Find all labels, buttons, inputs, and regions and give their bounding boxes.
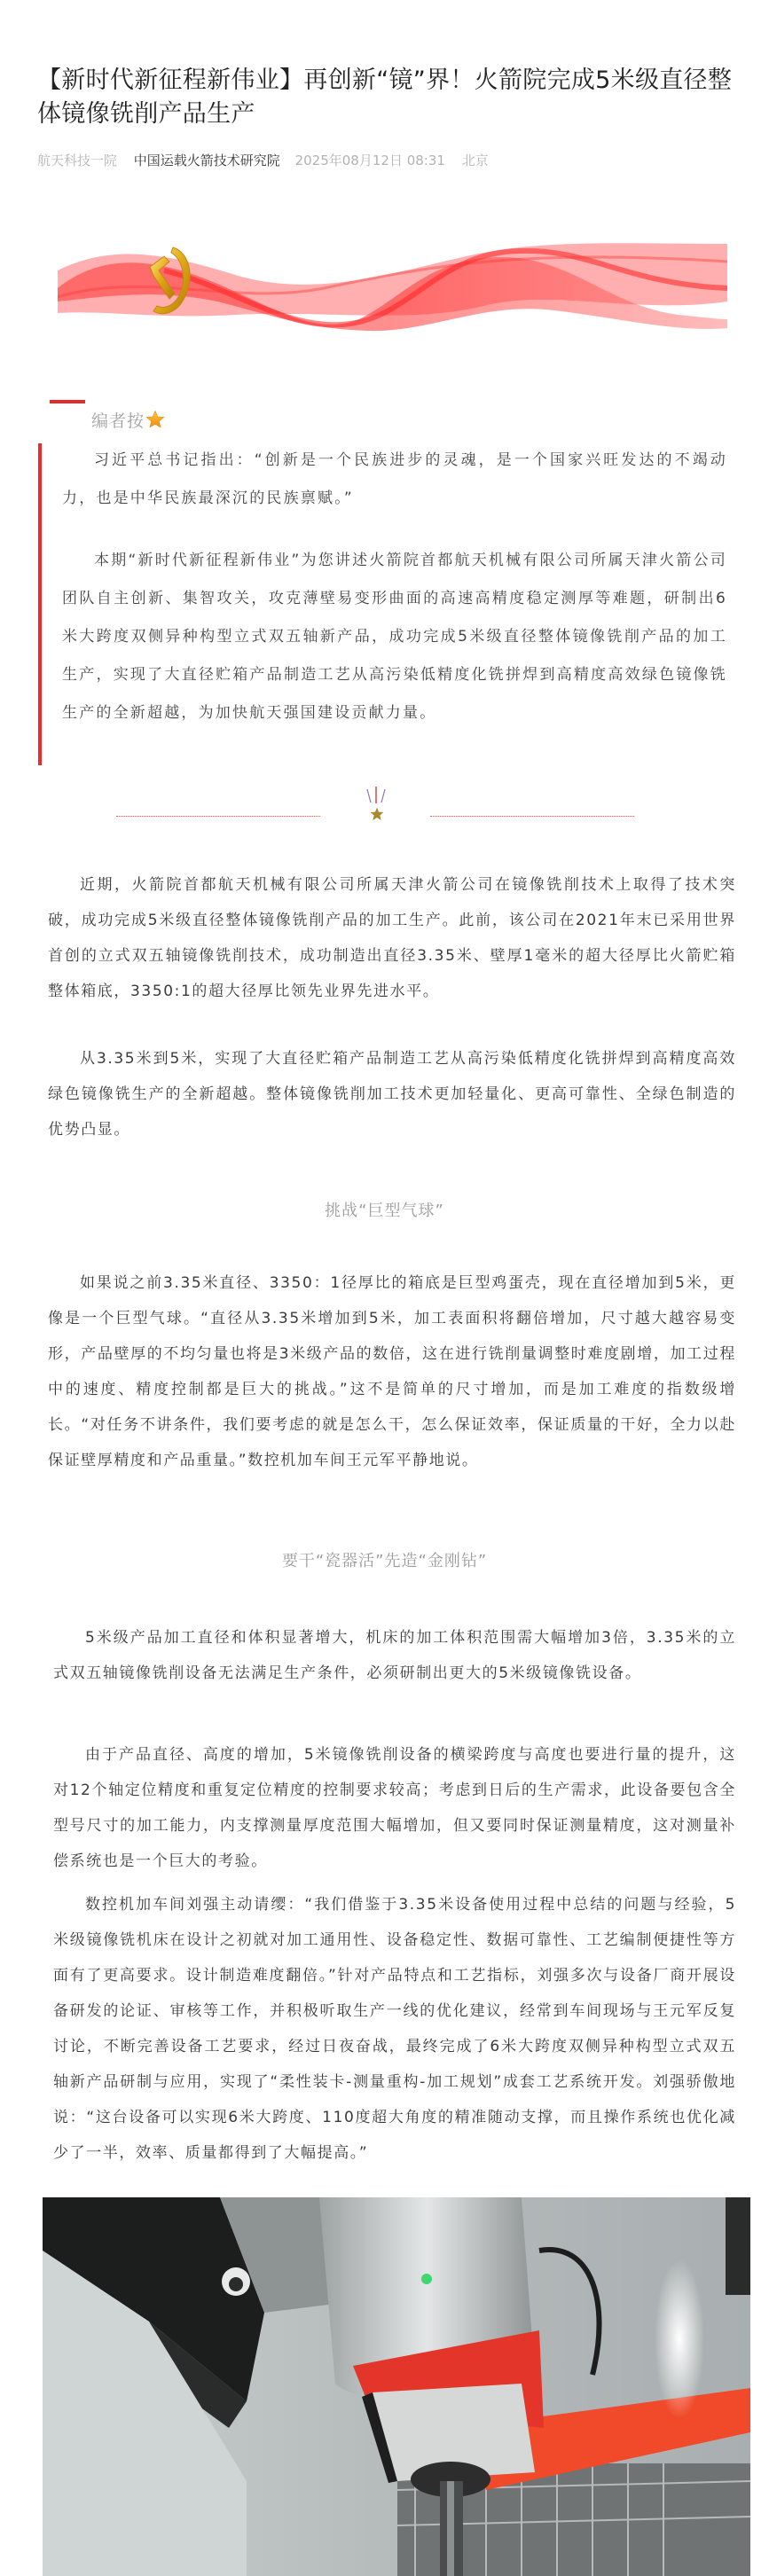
divider-dotted-line-left [116,816,320,817]
editor-note-body [62,442,727,756]
source-org: 航天科技一院 [37,153,118,168]
paragraph-text: 数控机加车间刘强主动请缨：“我们借鉴于3.35米设备使用过程中总结的问题与经验，5米级镜像铣机床在设计之初就对加工通用性、设备稳定性、数据可靠性、工艺编制便捷性等方面有了更高要求。设计制造难度翻倍。”针对产品特点和工艺指标，刘强多次与设备厂商开展设备研发的论证、审核等工作，并积极听取生产一线的优化建议，经常到车间现场与王元军反复讨论，不断完善设备工艺要求，经过日夜奋战，最终完成了6米大跨度双侧异种构型立式双五轴新产品研制与应用，实现了“柔性装卡-测量重构-加工规划”成套工艺系统开发。刘强骄傲地说：“这台设备可以实现6米大跨度、110度超大角度的精准随动支撑，而且操作系统也优化减少了一半，效率、质量都得到了大幅提高。” [53,1896,736,2162]
body-paragraph [48,1041,736,1147]
rays-icon [364,786,388,805]
editor-note-accent-bar [50,400,85,403]
body-paragraph [53,1737,736,1879]
body-paragraph [48,867,736,1009]
editor-note-paragraph: 本期“新时代新征程新伟业”为您讲述火箭院首都航天机械有限公司所属天津火箭公司团队自主创新、集智攻关，攻克薄壁易变形曲面的高速高精度稳定测厚等难题，研制出6米大跨度双侧异种构型立式双五轴新产品，成功完成5米级直径整体镜像铣削产品的加工生产，实现了大直径贮箱产品制造工艺从高污染低精度化铣拼焊到高精度高效绿色镜像铣生产的全新超越，为加快航天强国建设贡献力量。 [62,552,727,722]
paragraph-text: 近期，火箭院首都航天机械有限公司所属天津火箭公司在镜像铣削技术上取得了技术突破，成功完成5米级直径整体镜像铣削产品的加工生产。此前，该公司在2021年末已采用世界首创的立式双五轴镜像铣削技术，成功制造出直径3.35米、壁厚1毫米的超大径厚比火箭贮箱整体箱底，3350:1的超大径厚比领先业界先进水平。 [48,876,736,1000]
body-paragraph [53,1620,736,1691]
paragraph-text: 如果说之前3.35米直径、3350：1径厚比的箱底是巨型鸡蛋壳，现在直径增加到5米，更像是一个巨型气球。“直径从3.35米增加到5米，加工表面积将翻倍增加，尺寸越大越容易变形，产品壁厚的不均匀量也将是3米级产品的数倍，这在进行铣削量调整时难度剧增，加工过程中的速度、精度控制都是巨大的挑战。”这不是简单的尺寸增加，而是加工难度的指数级增长。“对任务不讲条件，我们要考虑的就是怎么干，怎么保证效率，保证质量的干好，全力以赴保证壁厚精度和产品重量。”数控机加车间王元军平静地说。 [48,1274,736,1469]
red-ribbon-banner-icon [58,235,727,339]
publish-time: 2025年08月12日 08:31 [294,153,445,168]
paragraph-text: 从3.35米到5米，实现了大直径贮箱产品制造工艺从高污染低精度化铣拼焊到高精度高效绿色镜像铣生产的全新超越。整体镜像铣削加工技术更加轻量化、更高可靠性、全绿色制造的优势凸显。 [48,1050,736,1139]
account-name-link[interactable]: 中国运载火箭技术研究院 [133,153,280,168]
publish-location: 北京 [461,153,489,168]
banner-image [58,235,727,339]
milling-machine-photo-icon [43,2197,750,2576]
section-divider [71,780,701,834]
article-title: 【新时代新征程新伟业】再创新“镜”界！火箭院完成5米级直径整体镜像铣削产品生产 [37,67,733,128]
paragraph-text: 5米级产品加工直径和体积显著增大，机床的加工体积范围需大幅增加3倍，3.35米的立式双五轴镜像铣削设备无法满足生产条件，必须研制出更大的5米级镜像铣设备。 [53,1629,736,1682]
star-ornament-icon [370,807,384,821]
editor-note-paragraph: 习近平总书记指出：“创新是一个民族进步的灵魂，是一个国家兴旺发达的不竭动力，也是中华民族最深沉的民族禀赋。” [62,451,727,507]
editor-note-heading [91,410,165,433]
editor-note-heading-text: 编者按 [91,411,145,431]
article-photo[interactable] [43,2197,750,2576]
star-icon [145,410,165,429]
section-heading: 要干“瓷器活”先造“金刚钻” [281,1552,488,1570]
body-paragraph [53,1887,736,2171]
body-paragraph [48,1265,736,1478]
divider-dotted-line-right [430,816,634,817]
editor-note-side-bar [38,443,42,765]
article-meta [37,151,489,170]
section-heading: 挑战“巨型气球” [325,1202,444,1220]
paragraph-text: 由于产品直径、高度的增加，5米镜像铣削设备的横梁跨度与高度也要进行量的提升，这对12个轴定位精度和重复定位精度的控制要求较高；考虑到日后的生产需求，此设备要包含全型号尺寸的加工能力，内支撑测量厚度范围大幅增加，但又要同时保证测量精度，这对测量补偿系统也是一个巨大的考验。 [53,1746,736,1870]
